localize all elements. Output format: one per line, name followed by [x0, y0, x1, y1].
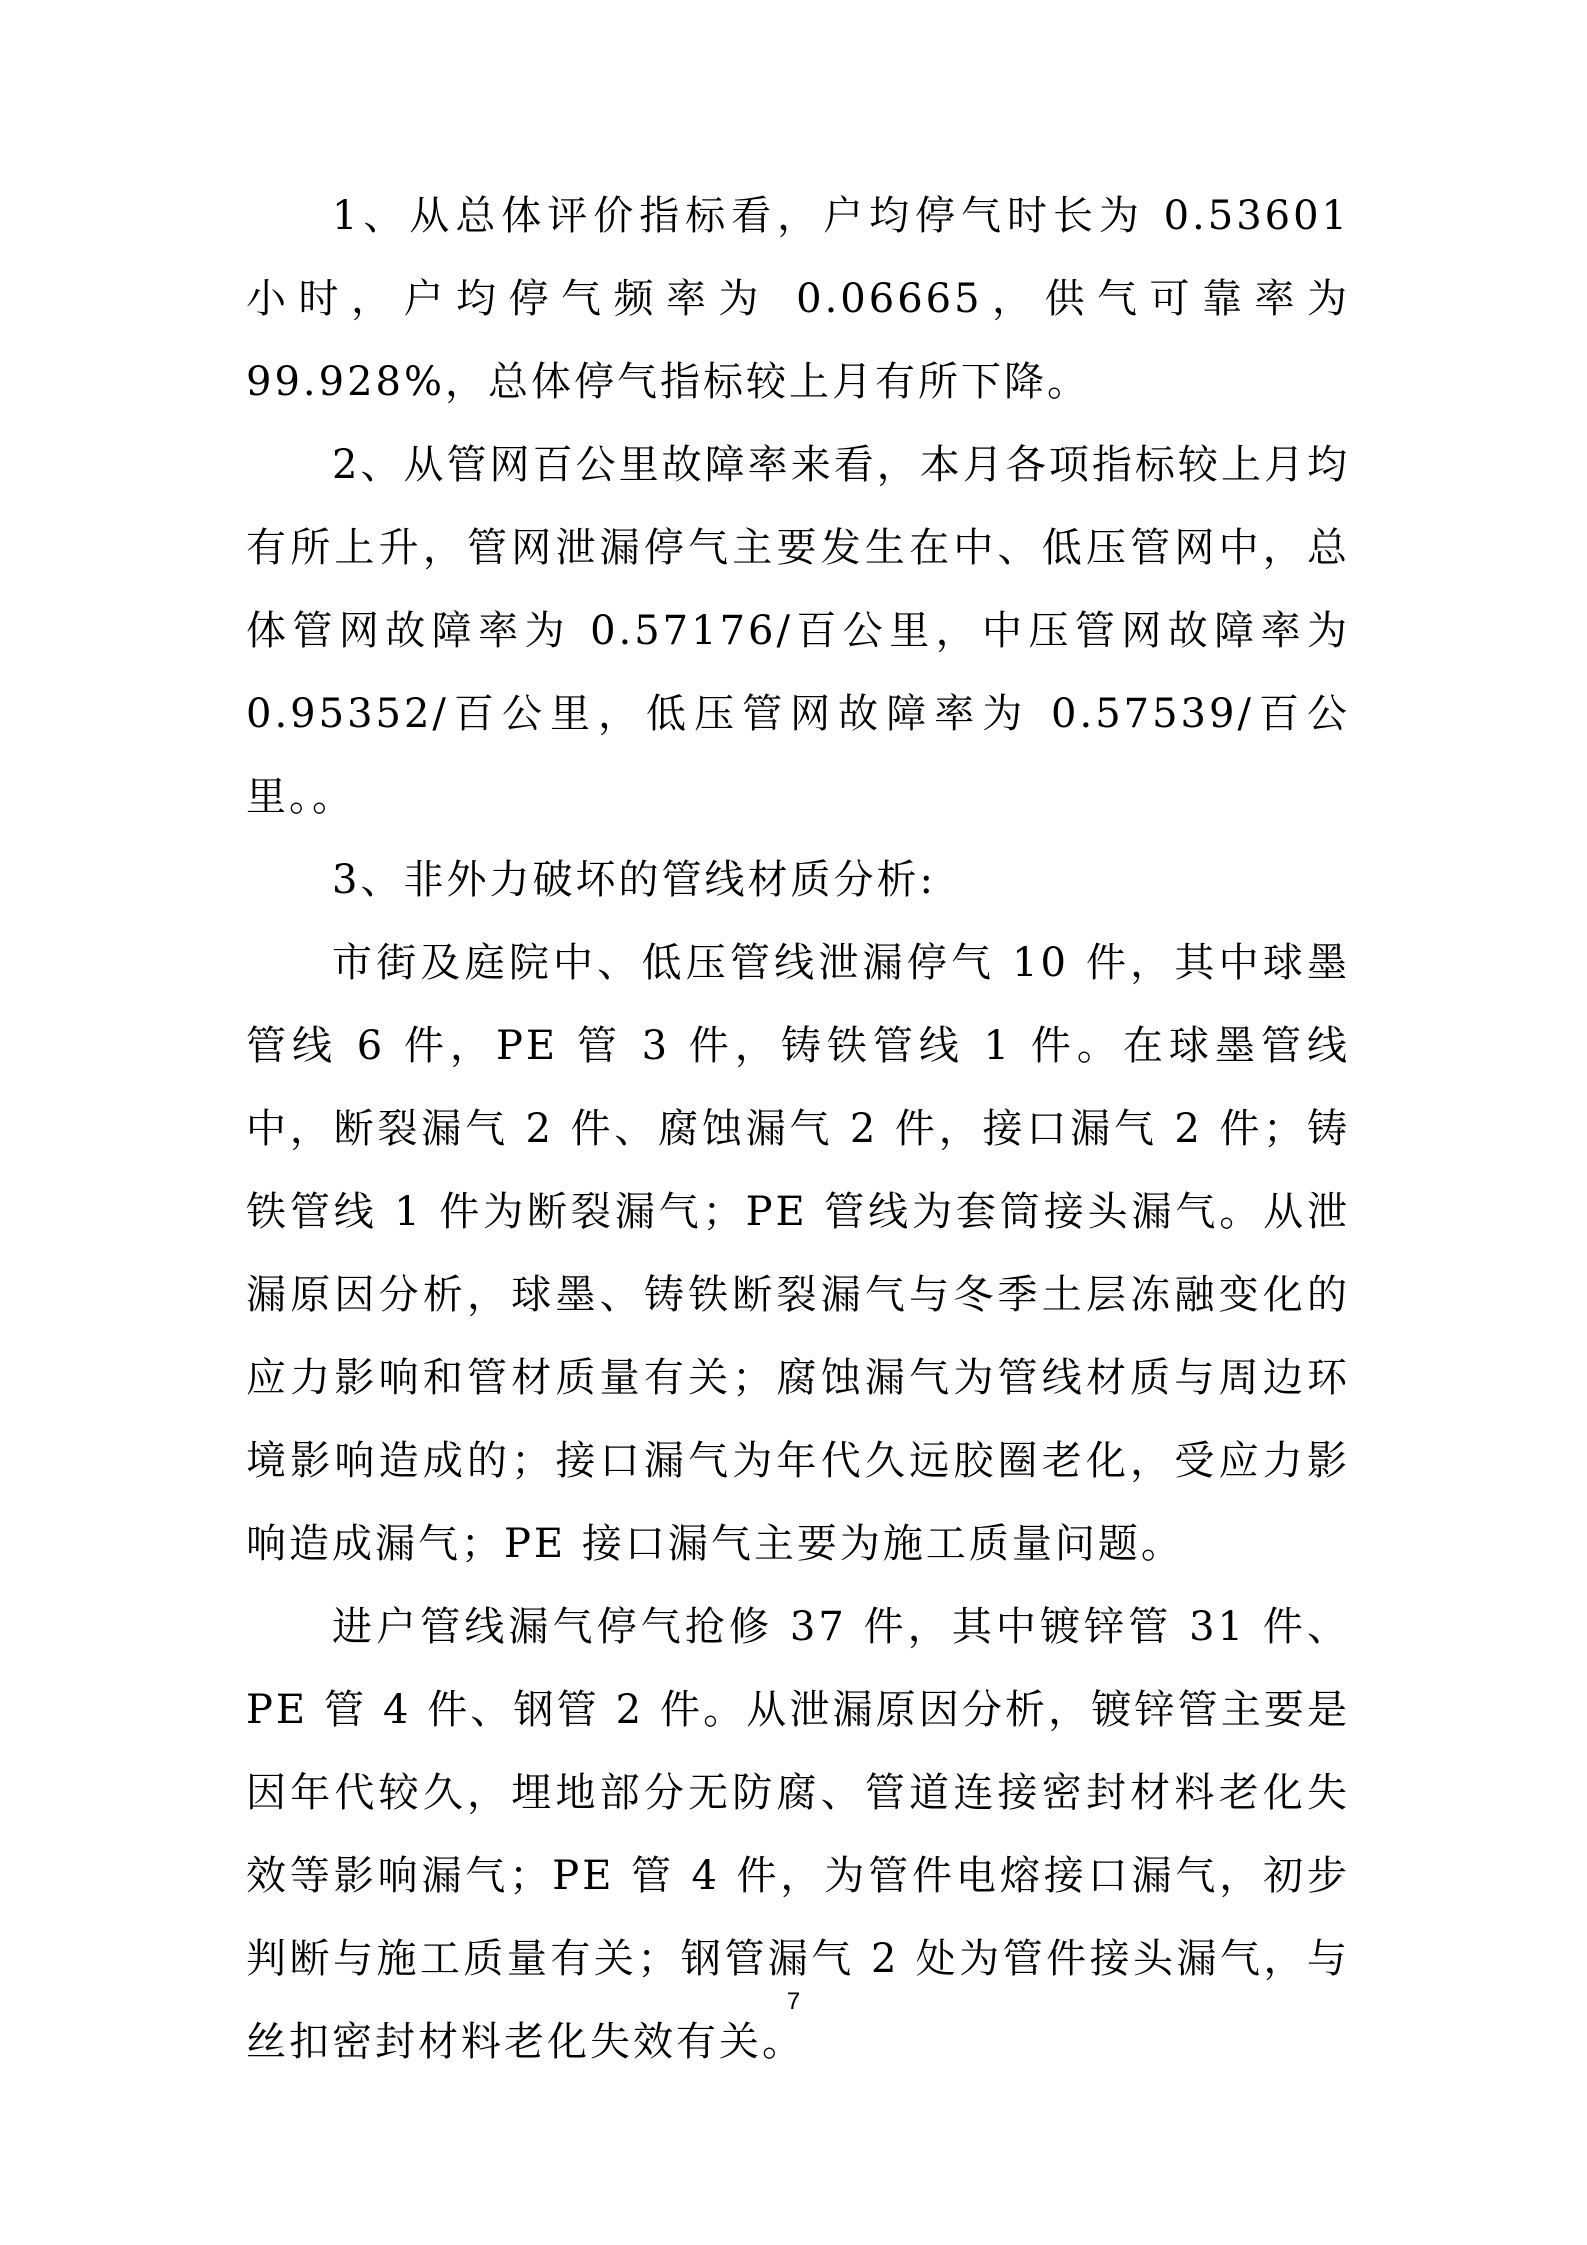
paragraph-street-courtyard-leaks: 市街及庭院中、低压管线泄漏停气 10 件，其中球墨管线 6 件，PE 管 3 件，铸铁管线 1 件。在球墨管线中，断裂漏气 2 件、腐蚀漏气 2 件，接口漏气 2 件；铸铁管线 1 件为断裂漏气；PE 管线为套筒接头漏气。从泄漏原因分析，球墨、铸铁断裂漏气与冬季土层冻融变化的应力影响和管材质量有关；腐蚀漏气为管线材质与周边环境影响造成的；接口漏气为年代久远胶圈老化，受应力影响造成漏气；PE 接口漏气主要为施工质量问题。	[246, 940, 1350, 1567]
paragraph-overall-indicators: 1、从总体评价指标看，户均停气时长为 0.53601 小时，户均停气频率为 0.06665，供气可靠率为 99.928%，总体停气指标较上月有所下降。	[246, 193, 1350, 405]
paragraph-material-analysis-heading: 3、非外力破坏的管线材质分析:	[332, 857, 936, 903]
document-body	[246, 175, 1350, 2084]
paragraph-pipeline-failure-rate: 2、从管网百公里故障率来看，本月各项指标较上月均有所上升，管网泄漏停气主要发生在中、低压管网中，总体管网故障率为 0.57176/百公里，中压管网故障率为 0.95352/百公里，低压管网故障率为 0.57539/百公里。。	[246, 442, 1350, 820]
page-number: 7	[786, 1988, 801, 2015]
paragraph-household-line-leaks: 进户管线漏气停气抢修 37 件，其中镀锌管 31 件、PE 管 4 件、钢管 2 件。从泄漏原因分析，镀锌管主要是因年代较久，埋地部分无防腐、管道连接密封材料老化失效等影响漏气；PE 管 4 件，为管件电熔接口漏气，初步判断与施工质量有关；钢管漏气 2 处为管件接头漏气，与丝扣密封材料老化失效有关。	[246, 1604, 1350, 2065]
